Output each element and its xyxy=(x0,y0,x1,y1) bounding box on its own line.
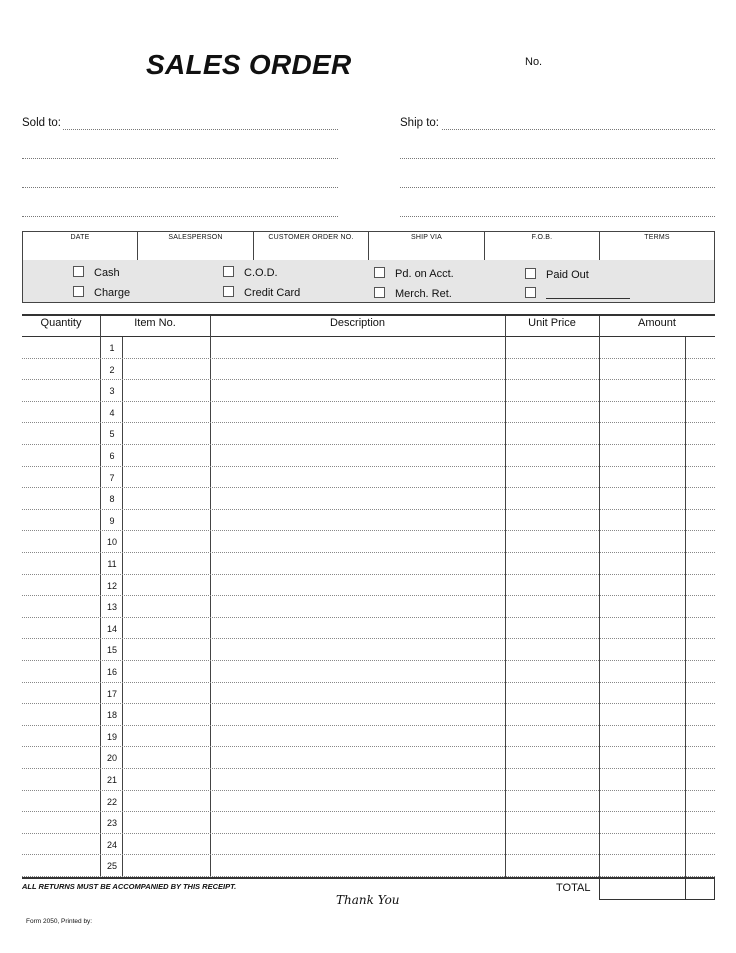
payment-credit-card[interactable]: Credit Card xyxy=(223,286,300,299)
cash-checkbox[interactable] xyxy=(73,266,84,277)
row-number: 20 xyxy=(106,753,117,764)
payment-paid-out[interactable]: Paid Out xyxy=(525,268,589,281)
table-row[interactable] xyxy=(22,466,715,467)
table-row[interactable] xyxy=(22,746,715,747)
info-col-terms[interactable]: TERMS xyxy=(644,234,670,241)
payment-cod[interactable]: C.O.D. xyxy=(223,266,278,279)
divider-row-number xyxy=(122,337,123,877)
table-row[interactable] xyxy=(22,876,715,877)
order-info-table xyxy=(22,231,715,303)
row-number: 21 xyxy=(106,775,117,785)
sold-to-field-line-2[interactable] xyxy=(22,158,338,159)
row-number: 14 xyxy=(106,623,117,634)
paid-out-checkbox[interactable] xyxy=(525,268,536,279)
table-row[interactable] xyxy=(22,768,715,769)
info-col-ship-via[interactable]: SHIP VIA xyxy=(369,232,485,260)
row-number: 10 xyxy=(106,537,117,548)
thank-you-text: Thank You xyxy=(336,893,400,907)
info-col-salesperson[interactable]: SALESPERSON xyxy=(138,232,254,260)
table-row[interactable] xyxy=(22,833,715,834)
payment-charge[interactable]: Charge xyxy=(73,286,130,299)
returns-notice: ALL RETURNS MUST BE ACCOMPANIED BY THIS RECEIPT. xyxy=(22,882,237,891)
order-info-header xyxy=(23,232,714,261)
table-row[interactable] xyxy=(22,401,715,402)
row-number: 25 xyxy=(106,861,117,872)
row-number: 23 xyxy=(106,818,117,829)
info-col-customer-order-no[interactable]: CUSTOMER ORDER NO. xyxy=(254,232,369,260)
info-col-date[interactable]: DATE xyxy=(23,232,138,260)
row-number: 11 xyxy=(107,559,117,569)
total-label: TOTAL xyxy=(556,882,591,894)
total-amount-box[interactable] xyxy=(599,879,715,900)
payment-cash[interactable]: Cash xyxy=(73,266,120,279)
table-row[interactable] xyxy=(22,379,715,380)
row-number: 24 xyxy=(106,839,117,850)
row-number: 12 xyxy=(106,580,117,591)
table-row[interactable] xyxy=(22,725,715,726)
row-number: 17 xyxy=(106,688,117,699)
total-cents-divider xyxy=(685,879,686,899)
table-row[interactable] xyxy=(22,509,715,510)
col-quantity: Quantity xyxy=(40,317,82,329)
table-row[interactable] xyxy=(22,660,715,661)
ship-to-label: Ship to: xyxy=(400,117,439,129)
divider-amount-cents xyxy=(685,337,686,877)
payment-method-area xyxy=(23,260,714,302)
col-unit-price: Unit Price xyxy=(528,317,576,329)
row-number: 1 xyxy=(109,343,115,353)
table-row[interactable] xyxy=(22,422,715,423)
table-row[interactable] xyxy=(22,703,715,704)
payment-other[interactable] xyxy=(525,287,630,300)
row-number: 2 xyxy=(109,364,115,375)
row-number: 8 xyxy=(109,494,115,505)
other-checkbox[interactable] xyxy=(525,287,536,298)
table-row[interactable] xyxy=(22,790,715,791)
sold-to-field-line-1[interactable] xyxy=(63,129,338,130)
row-number: 5 xyxy=(109,429,115,440)
col-amount: Amount xyxy=(638,317,676,329)
table-row[interactable] xyxy=(22,595,715,596)
row-number: 3 xyxy=(109,386,115,397)
table-row[interactable] xyxy=(22,682,715,683)
payment-pd-on-acct[interactable]: Pd. on Acct. xyxy=(374,267,454,280)
pd-on-acct-checkbox[interactable] xyxy=(374,267,385,278)
items-top-rule xyxy=(22,314,715,316)
info-col-fob[interactable]: F.O.B. xyxy=(485,232,600,260)
row-number: 22 xyxy=(106,796,117,807)
order-number-label: No. xyxy=(525,56,543,68)
row-number: 13 xyxy=(106,602,117,613)
row-number: 6 xyxy=(109,451,115,461)
col-item-no: Item No. xyxy=(134,317,176,329)
table-row[interactable] xyxy=(22,487,715,488)
table-row[interactable] xyxy=(22,811,715,812)
row-number: 4 xyxy=(109,407,115,418)
row-number: 18 xyxy=(106,710,117,721)
row-number: 7 xyxy=(109,472,115,483)
merch-ret-checkbox[interactable] xyxy=(374,287,385,298)
col-description: Description xyxy=(329,317,386,329)
charge-checkbox[interactable] xyxy=(73,286,84,297)
ship-to-field-line-1[interactable] xyxy=(442,129,715,130)
sold-to-field-line-3[interactable] xyxy=(22,187,338,188)
credit-card-checkbox[interactable] xyxy=(223,286,234,297)
row-number: 9 xyxy=(109,515,115,526)
ship-to-field-line-3[interactable] xyxy=(400,187,715,188)
sold-to-label: Sold to: xyxy=(22,117,61,129)
cod-checkbox[interactable] xyxy=(223,266,234,277)
other-blank-line[interactable] xyxy=(546,290,630,299)
row-number: 19 xyxy=(106,731,117,742)
row-number: 15 xyxy=(106,645,117,656)
table-row[interactable] xyxy=(22,574,715,575)
table-row[interactable] xyxy=(22,854,715,855)
form-print-info: Form 2050, Printed by: xyxy=(26,918,93,925)
table-row[interactable] xyxy=(22,617,715,618)
table-row[interactable] xyxy=(22,552,715,553)
ship-to-field-line-4[interactable] xyxy=(400,216,715,217)
table-row[interactable] xyxy=(22,444,715,445)
form-title: SALES ORDER xyxy=(146,49,352,80)
table-row[interactable] xyxy=(22,358,715,359)
ship-to-field-line-2[interactable] xyxy=(400,158,715,159)
items-header-rule xyxy=(22,336,715,337)
sold-to-field-line-4[interactable] xyxy=(22,216,338,217)
table-row[interactable] xyxy=(22,638,715,639)
row-number: 16 xyxy=(106,667,117,677)
payment-merch-ret[interactable]: Merch. Ret. xyxy=(374,287,452,300)
table-row[interactable] xyxy=(22,530,715,531)
line-items-table xyxy=(22,314,715,879)
